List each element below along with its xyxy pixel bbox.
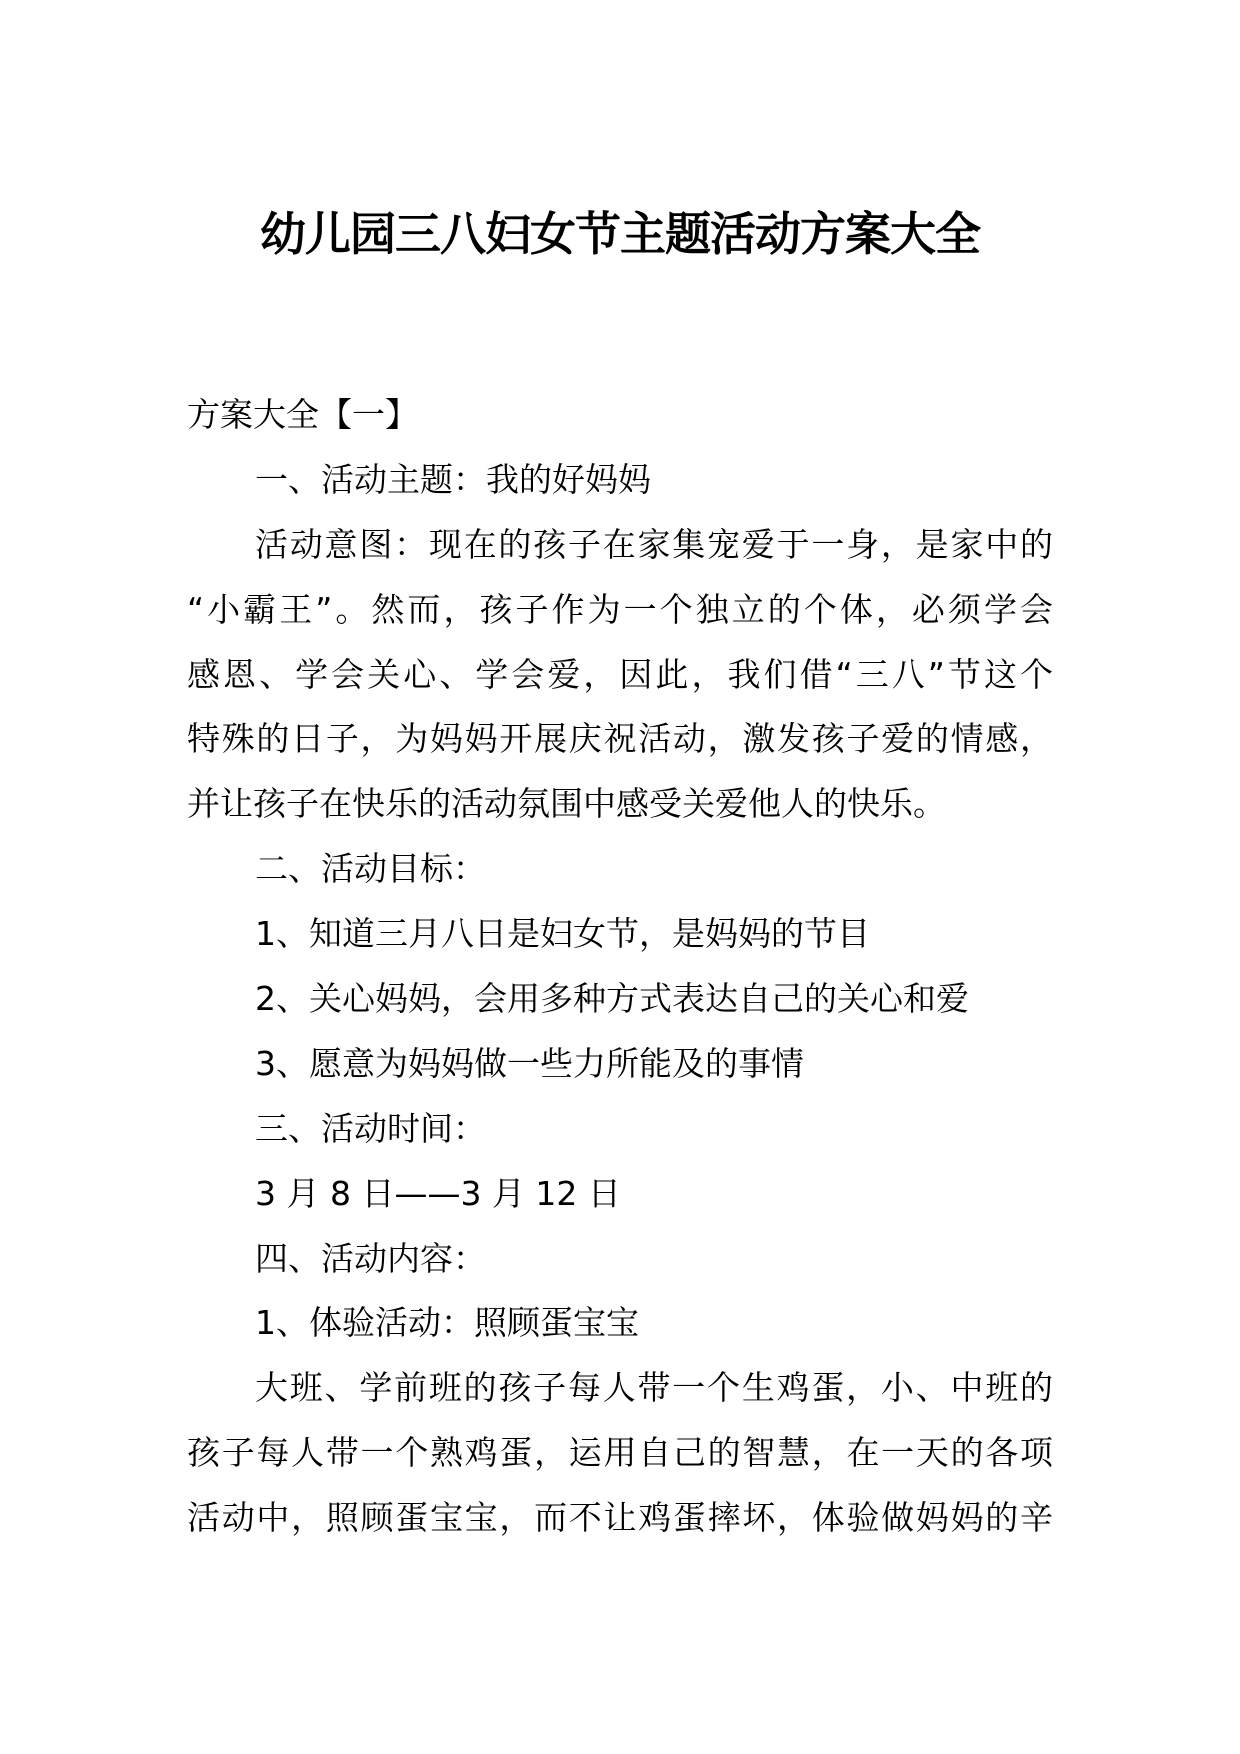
text-line: 2、关心妈妈，会用多种方式表达自己的关心和爱 [255,979,969,1019]
text-line: 四、活动内容： [255,1238,486,1278]
text-line: 3、愿意为妈妈做一些力所能及的事情 [255,1043,804,1083]
text-line: “小霸王”。然而，孩子作为一个独立的个体，必须学会 [187,589,1053,629]
text-line: 1、知道三月八日是妇女节，是妈妈的节目 [255,914,870,954]
heading-activity-theme [187,448,1053,513]
text-line: 二、活动目标： [255,849,486,889]
document-title: 幼儿园三八妇女节主题活动方案大全 [260,207,980,261]
heading-activity-content [187,1227,1053,1292]
document-body [187,383,1053,1551]
text-line: 活动中，照顾蛋宝宝，而不让鸡蛋摔坏，体验做妈妈的辛 [187,1498,1053,1538]
text-line: 孩子每人带一个熟鸡蛋，运用自己的智慧，在一天的各项 [187,1433,1053,1473]
section-heading: 方案大全【一】 [187,395,418,434]
paragraph-egg-care [187,1356,1053,1551]
heading-activity-time [187,1097,1053,1162]
text-line: 三、活动时间： [255,1108,486,1148]
heading-activity-goals [187,837,1053,902]
text-line: 并让孩子在快乐的活动氛围中感受关爱他人的快乐。 [187,784,946,824]
content-item-egg-care [187,1291,1053,1356]
text-line: 感恩、学会关心、学会爱，因此，我们借“三八”节这个 [187,654,1053,694]
text-line: 一、活动主题：我的好妈妈 [255,459,651,499]
text-line: 活动意图：现在的孩子在家集宠爱于一身，是家中的 [255,524,1053,564]
goal-item-1 [187,902,1053,967]
text-line: 1、体验活动：照顾蛋宝宝 [255,1303,639,1343]
text-line: 3 月 8 日——3 月 12 日 [255,1173,621,1213]
goal-item-2 [187,967,1053,1032]
text-line: 特殊的日子，为妈妈开展庆祝活动，激发孩子爱的情感， [187,719,1053,759]
goal-item-3 [187,1032,1053,1097]
activity-time-range [187,1162,1053,1227]
paragraph-activity-intent [187,513,1053,837]
text-line: 大班、学前班的孩子每人带一个生鸡蛋，小、中班的 [255,1368,1053,1408]
